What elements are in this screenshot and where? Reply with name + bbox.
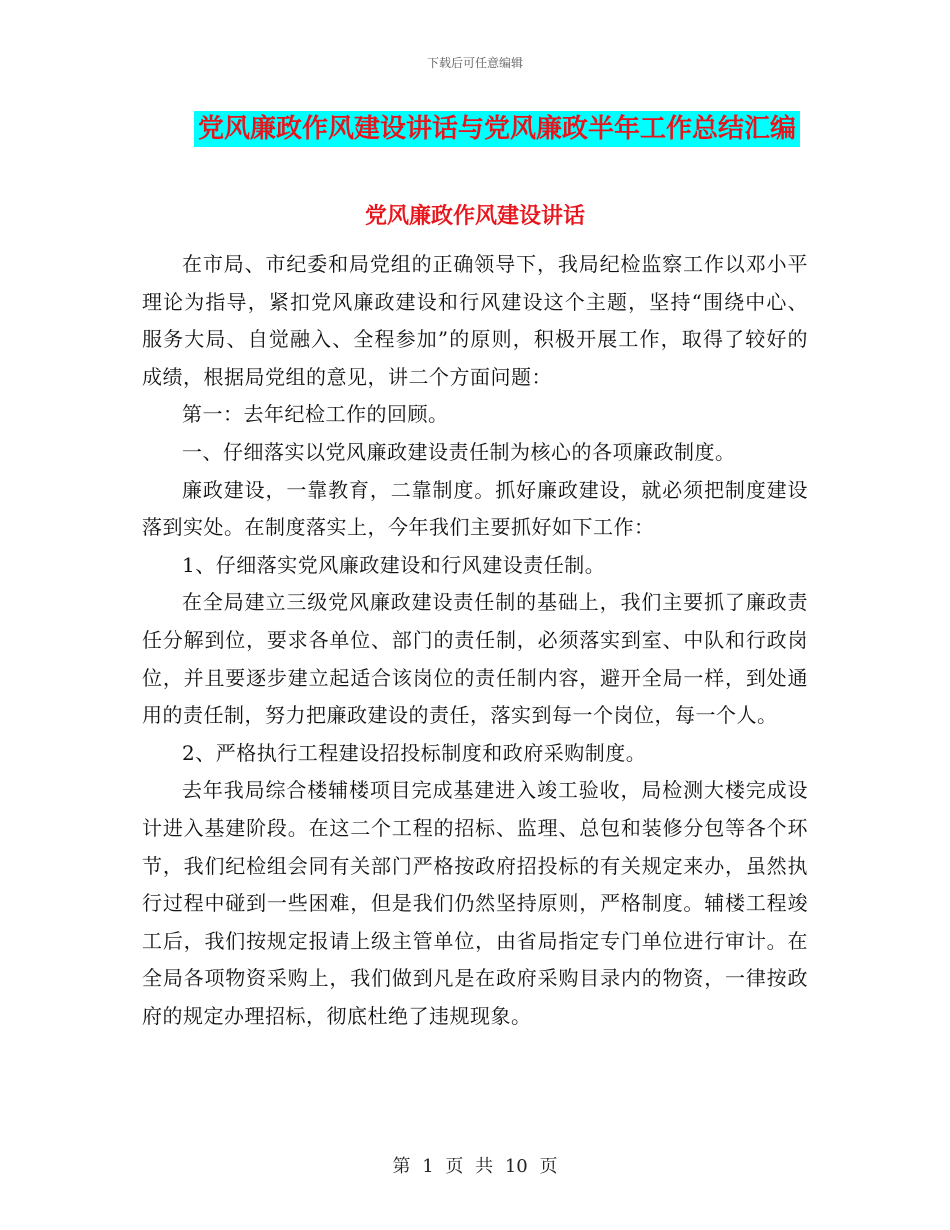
paragraph: 1、仔细落实党风廉政建设和行风建设责任制。 [182, 552, 606, 577]
paragraph: 廉政建设，一靠教育，二靠制度。抓好廉政建设，就必须把制度建设落到实处。在制度落实上，今年我们主要抓好如下工作： [142, 477, 808, 540]
paragraph: 2、严格执行工程建设招投标制度和政府采购制度。 [182, 740, 647, 765]
paragraph: 去年我局综合楼辅楼项目完成基建进入竣工验收，局检测大楼完成设计进入基建阶段。在这二个工程的招标、监理、总包和装修分包等各个环节，我们纪检组会同有关部门严格按政府招投标的有关规定来办，虽然执行过程中碰到一些困难，但是我们仍然坚持原则，严格制度。辅楼工程竣工后，我们按规定报请上级主管单位，由省局指定专门单位进行审计。在全局各项物资采购上，我们做到凡是在政府采购目录内的物资，一律按政府的规定办理招标，彻底杜绝了违规现象。 [142, 778, 808, 1028]
paragraph: 第一：去年纪检工作的回顾。 [182, 402, 449, 427]
paragraph: 一、仔细落实以党风廉政建设责任制为核心的各项廉政制度。 [182, 439, 736, 464]
paragraph: 在市局、市纪委和局党组的正确领导下，我局纪检监察工作以邓小平理论为指导，紧扣党风廉政建设和行风建设这个主题，坚持“围绕中心、服务大局、自觉融入、全程参加”的原则，积极开展工作，取得了较好的成绩，根据局党组的意见，讲二个方面问题： [142, 252, 808, 389]
document-title: 党风廉政作风建设讲话与党风廉政半年工作总结汇编 [194, 111, 800, 147]
header-note: 下载后可任意编辑 [426, 56, 523, 70]
body-text [142, 246, 808, 1035]
page-footer: 第 1 页 共 10 页 [392, 1156, 558, 1177]
section-title: 党风廉政作风建设讲话 [364, 203, 585, 229]
document-title-wrap [0, 111, 950, 147]
paragraph: 在全局建立三级党风廉政建设责任制的基础上，我们主要抓了廉政责任分解到位，要求各单位、部门的责任制，必须落实到室、中队和行政岗位，并且要逐步建立起适合该岗位的责任制内容，避开全局一样，到处通用的责任制，努力把廉政建设的责任，落实到每一个岗位，每一个人。 [142, 590, 808, 728]
